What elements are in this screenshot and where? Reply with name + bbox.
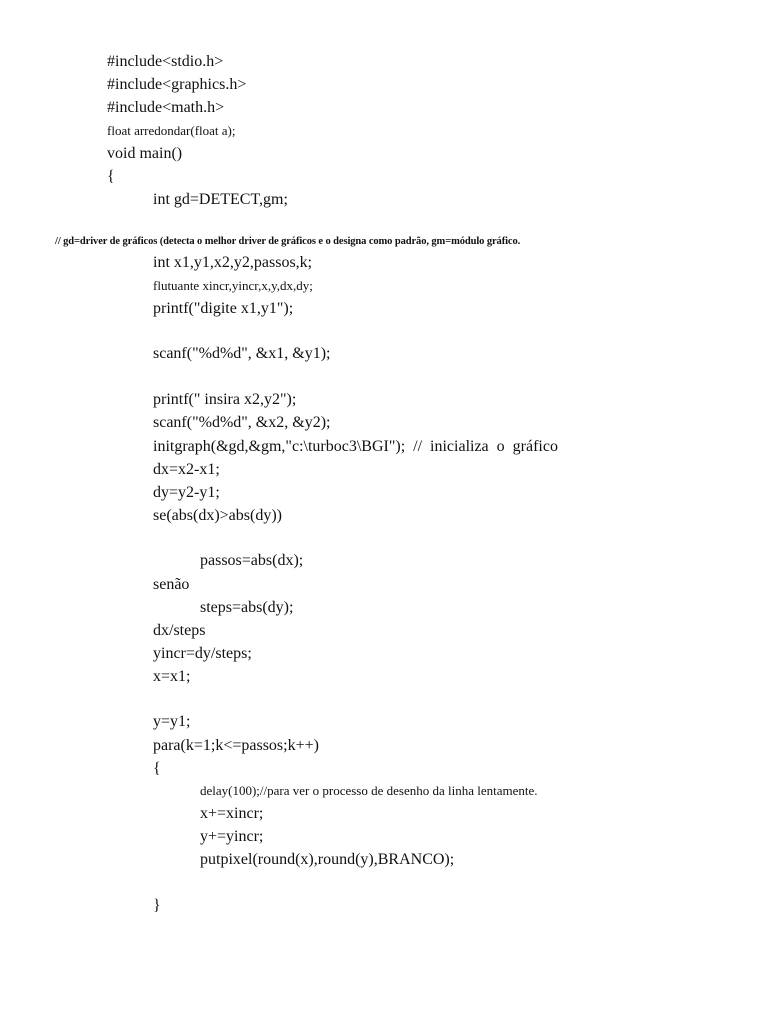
code-line-x-increment: x+=xincr; [200, 805, 264, 822]
code-line-printf-x2y2: printf(" insira x2,y2"); [153, 391, 297, 408]
code-line-int-declaration: int x1,y1,x2,y2,passos,k; [153, 254, 313, 271]
code-line-if-condition: se(abs(dx)>abs(dy)) [153, 507, 282, 524]
code-line-passos-abs-dx: passos=abs(dx); [200, 552, 304, 569]
code-line-y-assign: y=y1; [153, 713, 191, 730]
code-line-scanf-x1y1: scanf("%d%d", &x1, &y1); [153, 345, 331, 362]
code-line-steps-abs-dy: steps=abs(dy); [200, 599, 294, 616]
code-line-printf-x1y1: printf("digite x1,y1"); [153, 300, 294, 317]
code-line-dx-steps: dx/steps [153, 622, 206, 639]
code-line-open-brace: { [107, 168, 115, 185]
code-line-include-graphics: #include<graphics.h> [107, 76, 247, 93]
code-line-initgraph: initgraph(&gd,&gm,"c:\turboc3\BGI"); // inicializa o gráfico [153, 438, 558, 455]
code-line-loop-open-brace: { [153, 760, 161, 777]
code-line-putpixel: putpixel(round(x),round(y),BRANCO); [200, 851, 455, 868]
code-line-gd-declaration: int gd=DETECT,gm; [153, 191, 288, 208]
code-line-function-prototype: float arredondar(float a); [107, 123, 236, 138]
code-line-include-stdio: #include<stdio.h> [107, 53, 224, 70]
code-line-include-math: #include<math.h> [107, 99, 225, 116]
code-line-delay: delay(100);//para ver o processo de desenho da linha lentamente. [200, 783, 538, 798]
code-line-dx: dx=x2-x1; [153, 461, 220, 478]
code-line-y-increment: y+=yincr; [200, 828, 264, 845]
code-line-x-assign: x=x1; [153, 668, 191, 685]
code-comment-gd-driver: // gd=driver de gráficos (detecta o melhor driver de gráficos e o designa como padrão, gm=módulo gráfico. [55, 236, 521, 247]
code-line-yincr: yincr=dy/steps; [153, 645, 252, 662]
code-line-scanf-x2y2: scanf("%d%d", &x2, &y2); [153, 414, 331, 431]
code-line-main: void main() [107, 145, 183, 162]
code-line-float-declaration: flutuante xincr,yincr,x,y,dx,dy; [153, 278, 313, 293]
code-line-dy: dy=y2-y1; [153, 484, 220, 501]
code-line-else: senão [153, 576, 190, 593]
code-line-for-loop: para(k=1;k<=passos;k++) [153, 737, 319, 754]
code-line-loop-close-brace: } [153, 897, 161, 914]
